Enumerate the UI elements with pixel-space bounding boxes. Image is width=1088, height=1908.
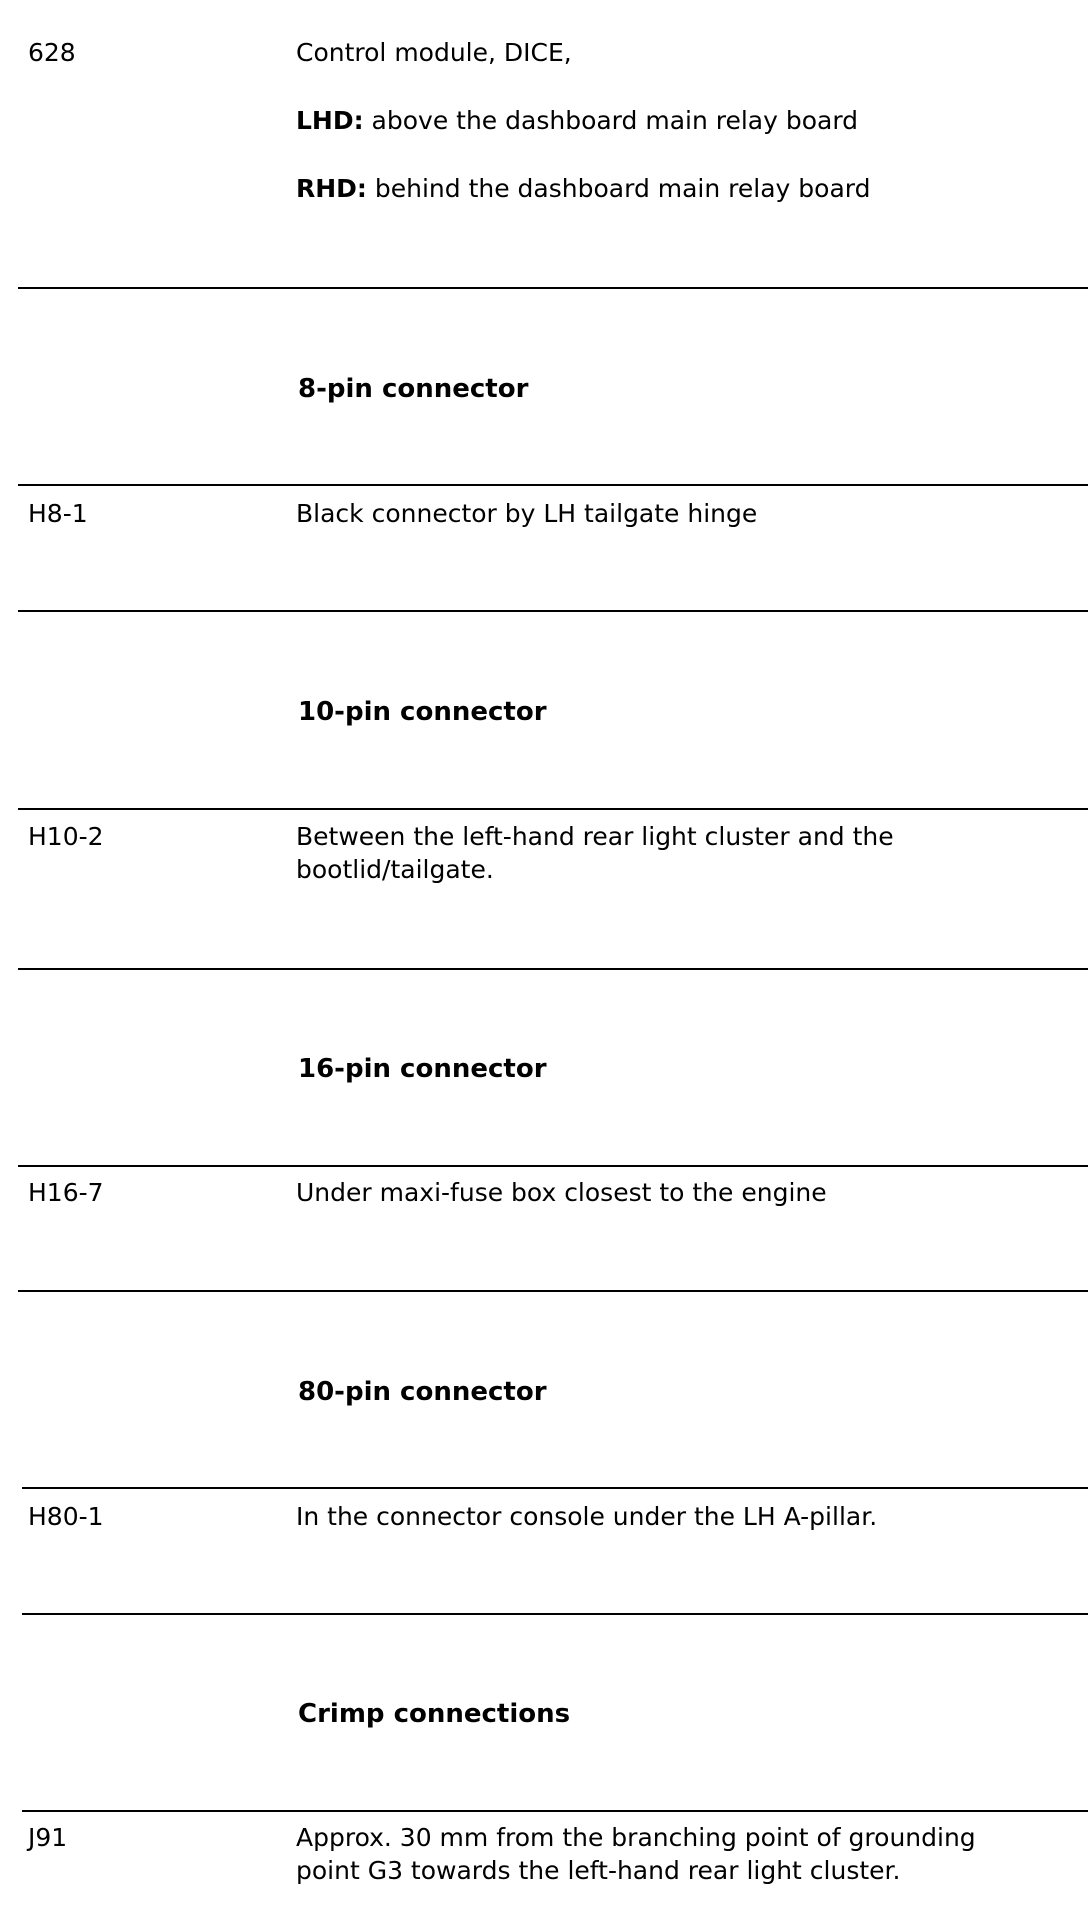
connector-code-h16-7: H16-7 [28, 1178, 104, 1207]
entry-628-rhd [296, 172, 870, 205]
connector-desc-j91-line1: Approx. 30 mm from the branching point of grounding [296, 1823, 976, 1852]
entry-628-lhd [296, 104, 858, 137]
divider [18, 1290, 1088, 1292]
connector-desc-h80-1: In the connector console under the LH A-pillar. [296, 1502, 878, 1531]
divider [18, 968, 1088, 970]
section-heading-10pin: 10-pin connector [298, 697, 547, 727]
connector-code-h10-2: H10-2 [28, 822, 104, 851]
connector-desc-h10-2-line1: Between the left-hand rear light cluster and the [296, 822, 894, 851]
connector-desc-j91-line2: point G3 towards the left-hand rear light cluster. [296, 1856, 901, 1885]
entry-628-code: 628 [28, 38, 76, 67]
connector-code-h8-1: H8-1 [28, 499, 88, 528]
connector-desc-h16-7: Under maxi-fuse box closest to the engine [296, 1178, 827, 1207]
divider [18, 610, 1088, 612]
divider [22, 1810, 1088, 1812]
entry-628-title: Control module, DICE, [296, 38, 572, 67]
section-heading-16pin: 16-pin connector [298, 1054, 547, 1084]
connector-code-h80-1: H80-1 [28, 1502, 104, 1531]
rhd-label: RHD: [296, 174, 367, 203]
divider [18, 1165, 1088, 1167]
lhd-label: LHD: [296, 106, 364, 135]
connector-code-j91: J91 [28, 1823, 68, 1852]
section-heading-8pin: 8-pin connector [298, 374, 529, 404]
rhd-text: behind the dashboard main relay board [366, 174, 871, 203]
divider [18, 484, 1088, 486]
connector-desc-h8-1: Black connector by LH tailgate hinge [296, 499, 758, 528]
section-heading-crimp: Crimp connections [298, 1699, 571, 1729]
connector-desc-h10-2-line2: bootlid/tailgate. [296, 855, 494, 884]
divider [18, 808, 1088, 810]
lhd-text: above the dashboard main relay board [363, 106, 859, 135]
divider [22, 1487, 1088, 1489]
section-heading-80pin: 80-pin connector [298, 1377, 547, 1407]
divider [22, 1613, 1088, 1615]
divider [18, 287, 1088, 289]
